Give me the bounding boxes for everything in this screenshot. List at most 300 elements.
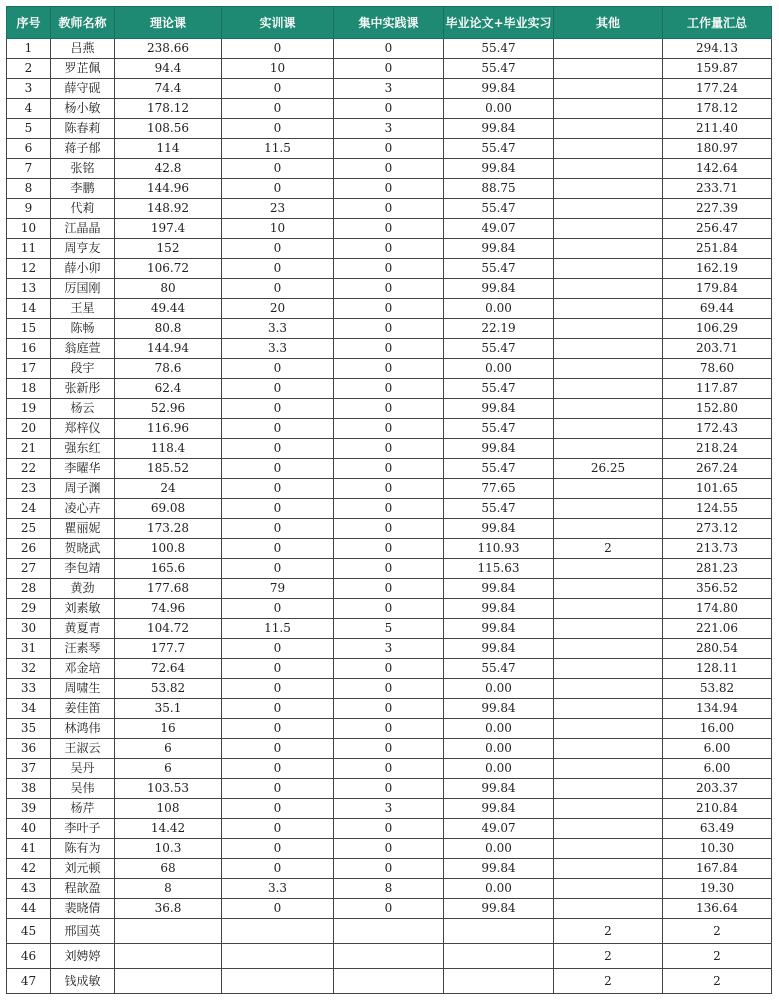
cell-total: 251.84 (663, 239, 772, 259)
cell-teacher-name: 钱成敏 (51, 969, 115, 994)
cell-theory: 35.1 (115, 699, 222, 719)
cell-theory: 6 (115, 759, 222, 779)
cell-index: 44 (7, 899, 51, 919)
cell-theory: 108.56 (115, 119, 222, 139)
cell-thesis: 99.84 (444, 799, 554, 819)
cell-index: 17 (7, 359, 51, 379)
table-row (7, 519, 772, 539)
cell-teacher-name: 翁庭萱 (51, 339, 115, 359)
cell-teacher-name: 黄劲 (51, 579, 115, 599)
cell-teacher-name: 代莉 (51, 199, 115, 219)
cell-training: 0 (222, 119, 334, 139)
cell-practice: 3 (334, 799, 444, 819)
table-row (7, 239, 772, 259)
cell-index: 45 (7, 919, 51, 944)
cell-total: 294.13 (663, 39, 772, 59)
cell-total: 280.54 (663, 639, 772, 659)
cell-teacher-name: 周啸生 (51, 679, 115, 699)
cell-other (554, 479, 663, 499)
cell-teacher-name: 吕燕 (51, 39, 115, 59)
cell-practice: 0 (334, 579, 444, 599)
cell-theory: 74.96 (115, 599, 222, 619)
cell-practice: 0 (334, 259, 444, 279)
cell-training: 0 (222, 279, 334, 299)
col-header-thesis: 毕业论文+毕业实习 (444, 7, 554, 39)
cell-practice: 0 (334, 99, 444, 119)
cell-training: 0 (222, 499, 334, 519)
cell-practice: 0 (334, 599, 444, 619)
cell-training (222, 919, 334, 944)
cell-teacher-name: 杨芹 (51, 799, 115, 819)
cell-theory: 49.44 (115, 299, 222, 319)
cell-teacher-name: 刘元顿 (51, 859, 115, 879)
cell-practice: 3 (334, 79, 444, 99)
cell-other (554, 279, 663, 299)
cell-theory: 177.68 (115, 579, 222, 599)
cell-training: 0 (222, 599, 334, 619)
cell-teacher-name: 陈畅 (51, 319, 115, 339)
table-row (7, 819, 772, 839)
cell-training: 11.5 (222, 139, 334, 159)
cell-teacher-name: 黄夏青 (51, 619, 115, 639)
cell-teacher-name: 周亨友 (51, 239, 115, 259)
cell-index: 15 (7, 319, 51, 339)
cell-theory: 16 (115, 719, 222, 739)
cell-theory: 69.08 (115, 499, 222, 519)
cell-teacher-name: 张新彤 (51, 379, 115, 399)
table-row (7, 759, 772, 779)
cell-other (554, 779, 663, 799)
cell-training: 0 (222, 739, 334, 759)
cell-training: 79 (222, 579, 334, 599)
cell-index: 42 (7, 859, 51, 879)
cell-practice: 0 (334, 419, 444, 439)
cell-other (554, 319, 663, 339)
cell-practice: 0 (334, 859, 444, 879)
cell-total: 203.71 (663, 339, 772, 359)
cell-other (554, 739, 663, 759)
table-row (7, 159, 772, 179)
cell-training: 0 (222, 179, 334, 199)
cell-thesis (444, 944, 554, 969)
cell-training: 20 (222, 299, 334, 319)
cell-practice: 0 (334, 139, 444, 159)
cell-theory: 238.66 (115, 39, 222, 59)
cell-training: 0 (222, 359, 334, 379)
cell-total: 227.39 (663, 199, 772, 219)
cell-total: 10.30 (663, 839, 772, 859)
cell-practice: 8 (334, 879, 444, 899)
table-row (7, 919, 772, 944)
cell-theory: 6 (115, 739, 222, 759)
table-row (7, 739, 772, 759)
cell-other (554, 199, 663, 219)
cell-teacher-name: 李鹏 (51, 179, 115, 199)
cell-index: 39 (7, 799, 51, 819)
table-row (7, 99, 772, 119)
cell-teacher-name: 刘娉婷 (51, 944, 115, 969)
cell-teacher-name: 瞿丽妮 (51, 519, 115, 539)
cell-index: 5 (7, 119, 51, 139)
cell-training: 0 (222, 39, 334, 59)
cell-training: 0 (222, 859, 334, 879)
cell-teacher-name: 裴晓倩 (51, 899, 115, 919)
table-row (7, 839, 772, 859)
cell-index: 8 (7, 179, 51, 199)
cell-total: 78.60 (663, 359, 772, 379)
cell-practice: 3 (334, 639, 444, 659)
cell-practice: 0 (334, 239, 444, 259)
cell-practice: 0 (334, 739, 444, 759)
col-header-training: 实训课 (222, 7, 334, 39)
cell-index: 19 (7, 399, 51, 419)
table-row (7, 559, 772, 579)
cell-teacher-name: 王星 (51, 299, 115, 319)
cell-training: 10 (222, 219, 334, 239)
cell-teacher-name: 陈春莉 (51, 119, 115, 139)
cell-theory: 104.72 (115, 619, 222, 639)
cell-total: 210.84 (663, 799, 772, 819)
cell-thesis: 55.47 (444, 259, 554, 279)
cell-teacher-name: 李包靖 (51, 559, 115, 579)
table-row (7, 399, 772, 419)
cell-thesis: 99.84 (444, 519, 554, 539)
cell-theory: 165.6 (115, 559, 222, 579)
cell-other (554, 339, 663, 359)
table-row (7, 139, 772, 159)
cell-teacher-name: 汪素琴 (51, 639, 115, 659)
cell-other (554, 699, 663, 719)
cell-theory: 108 (115, 799, 222, 819)
cell-index: 4 (7, 99, 51, 119)
cell-index: 27 (7, 559, 51, 579)
cell-other: 2 (554, 919, 663, 944)
table-row (7, 899, 772, 919)
table-row (7, 459, 772, 479)
workload-table (6, 6, 772, 994)
cell-theory: 116.96 (115, 419, 222, 439)
cell-practice: 0 (334, 899, 444, 919)
cell-training: 0 (222, 519, 334, 539)
cell-practice: 0 (334, 459, 444, 479)
cell-index: 23 (7, 479, 51, 499)
table-row (7, 299, 772, 319)
cell-thesis: 55.47 (444, 199, 554, 219)
cell-practice (334, 969, 444, 994)
workload-table-container (6, 6, 772, 994)
cell-index: 1 (7, 39, 51, 59)
cell-other: 2 (554, 969, 663, 994)
cell-training: 10 (222, 59, 334, 79)
cell-total: 134.94 (663, 699, 772, 719)
cell-thesis: 99.84 (444, 239, 554, 259)
table-row (7, 419, 772, 439)
cell-total: 213.73 (663, 539, 772, 559)
cell-other (554, 799, 663, 819)
cell-other (554, 879, 663, 899)
cell-thesis: 55.47 (444, 379, 554, 399)
cell-total: 152.80 (663, 399, 772, 419)
table-row (7, 379, 772, 399)
cell-index: 11 (7, 239, 51, 259)
cell-teacher-name: 薛守砚 (51, 79, 115, 99)
cell-practice: 5 (334, 619, 444, 639)
cell-other (554, 579, 663, 599)
cell-training: 3.3 (222, 339, 334, 359)
cell-training: 0 (222, 79, 334, 99)
cell-teacher-name: 林鸿伟 (51, 719, 115, 739)
cell-training: 11.5 (222, 619, 334, 639)
col-header-total: 工作量汇总 (663, 7, 772, 39)
cell-other (554, 719, 663, 739)
cell-teacher-name: 陈有为 (51, 839, 115, 859)
table-row (7, 119, 772, 139)
cell-theory: 80.8 (115, 319, 222, 339)
col-header-theory: 理论课 (115, 7, 222, 39)
cell-index: 14 (7, 299, 51, 319)
cell-training (222, 944, 334, 969)
table-row (7, 799, 772, 819)
cell-total: 117.87 (663, 379, 772, 399)
cell-total: 180.97 (663, 139, 772, 159)
cell-index: 18 (7, 379, 51, 399)
cell-other: 2 (554, 944, 663, 969)
cell-thesis: 55.47 (444, 139, 554, 159)
cell-training: 0 (222, 779, 334, 799)
cell-practice: 0 (334, 719, 444, 739)
cell-thesis: 99.84 (444, 619, 554, 639)
cell-other (554, 419, 663, 439)
cell-theory: 72.64 (115, 659, 222, 679)
table-row (7, 79, 772, 99)
cell-practice: 0 (334, 379, 444, 399)
cell-training: 0 (222, 439, 334, 459)
cell-other (554, 839, 663, 859)
cell-theory: 152 (115, 239, 222, 259)
cell-practice: 0 (334, 199, 444, 219)
cell-thesis: 77.65 (444, 479, 554, 499)
cell-index: 22 (7, 459, 51, 479)
cell-theory (115, 919, 222, 944)
cell-theory: 118.4 (115, 439, 222, 459)
cell-theory: 78.6 (115, 359, 222, 379)
cell-other (554, 759, 663, 779)
cell-thesis: 0.00 (444, 679, 554, 699)
cell-teacher-name: 张铭 (51, 159, 115, 179)
table-row (7, 59, 772, 79)
cell-total: 281.23 (663, 559, 772, 579)
cell-practice: 0 (334, 399, 444, 419)
cell-training: 23 (222, 199, 334, 219)
col-header-practice: 集中实践课 (334, 7, 444, 39)
cell-total: 172.43 (663, 419, 772, 439)
cell-practice: 0 (334, 819, 444, 839)
header-row (7, 7, 772, 39)
cell-training: 0 (222, 719, 334, 739)
cell-training: 0 (222, 699, 334, 719)
cell-other (554, 119, 663, 139)
cell-training: 0 (222, 679, 334, 699)
cell-practice: 0 (334, 519, 444, 539)
cell-total: 6.00 (663, 759, 772, 779)
cell-thesis: 99.84 (444, 399, 554, 419)
table-row (7, 339, 772, 359)
cell-index: 32 (7, 659, 51, 679)
cell-total: 211.40 (663, 119, 772, 139)
cell-total: 2 (663, 919, 772, 944)
cell-teacher-name: 蒋子郁 (51, 139, 115, 159)
cell-practice: 0 (334, 59, 444, 79)
cell-total: 218.24 (663, 439, 772, 459)
cell-other: 26.25 (554, 459, 663, 479)
cell-index: 43 (7, 879, 51, 899)
cell-index: 30 (7, 619, 51, 639)
cell-other (554, 159, 663, 179)
table-row (7, 779, 772, 799)
cell-total: 256.47 (663, 219, 772, 239)
cell-practice: 0 (334, 299, 444, 319)
table-row (7, 279, 772, 299)
cell-total: 106.29 (663, 319, 772, 339)
cell-total: 124.55 (663, 499, 772, 519)
table-row (7, 39, 772, 59)
cell-thesis: 0.00 (444, 99, 554, 119)
cell-theory: 100.8 (115, 539, 222, 559)
table-row (7, 879, 772, 899)
cell-other (554, 59, 663, 79)
cell-total: 174.80 (663, 599, 772, 619)
cell-other (554, 359, 663, 379)
cell-thesis: 0.00 (444, 839, 554, 859)
cell-other (554, 639, 663, 659)
cell-thesis: 99.84 (444, 699, 554, 719)
cell-other (554, 99, 663, 119)
cell-teacher-name: 吴伟 (51, 779, 115, 799)
cell-theory: 103.53 (115, 779, 222, 799)
cell-other (554, 179, 663, 199)
cell-theory (115, 944, 222, 969)
table-row (7, 679, 772, 699)
cell-total: 101.65 (663, 479, 772, 499)
cell-other (554, 499, 663, 519)
cell-practice: 0 (334, 499, 444, 519)
table-row (7, 359, 772, 379)
cell-training: 3.3 (222, 319, 334, 339)
cell-training: 0 (222, 839, 334, 859)
cell-thesis (444, 919, 554, 944)
cell-training: 0 (222, 639, 334, 659)
cell-teacher-name: 厉国刚 (51, 279, 115, 299)
table-row (7, 179, 772, 199)
cell-teacher-name: 王淑云 (51, 739, 115, 759)
cell-thesis: 55.47 (444, 39, 554, 59)
cell-teacher-name: 罗芷佩 (51, 59, 115, 79)
cell-practice: 0 (334, 759, 444, 779)
table-row (7, 499, 772, 519)
cell-total: 221.06 (663, 619, 772, 639)
cell-theory: 42.8 (115, 159, 222, 179)
cell-total: 128.11 (663, 659, 772, 679)
cell-theory: 144.94 (115, 339, 222, 359)
cell-practice: 0 (334, 679, 444, 699)
cell-index: 2 (7, 59, 51, 79)
cell-training: 0 (222, 559, 334, 579)
cell-teacher-name: 周子渊 (51, 479, 115, 499)
table-row (7, 319, 772, 339)
cell-thesis: 55.47 (444, 499, 554, 519)
cell-index: 25 (7, 519, 51, 539)
cell-theory: 178.12 (115, 99, 222, 119)
cell-index: 28 (7, 579, 51, 599)
table-row (7, 259, 772, 279)
cell-other (554, 259, 663, 279)
cell-thesis: 0.00 (444, 739, 554, 759)
cell-training: 0 (222, 99, 334, 119)
cell-total: 142.64 (663, 159, 772, 179)
cell-theory: 114 (115, 139, 222, 159)
cell-training: 0 (222, 899, 334, 919)
cell-other (554, 379, 663, 399)
cell-theory: 144.96 (115, 179, 222, 199)
cell-thesis: 0.00 (444, 359, 554, 379)
col-header-teacher: 教师名称 (51, 7, 115, 39)
cell-index: 21 (7, 439, 51, 459)
cell-training: 0 (222, 399, 334, 419)
cell-index: 3 (7, 79, 51, 99)
cell-index: 31 (7, 639, 51, 659)
col-header-other: 其他 (554, 7, 663, 39)
cell-other (554, 39, 663, 59)
cell-training: 0 (222, 419, 334, 439)
cell-thesis: 99.84 (444, 599, 554, 619)
cell-thesis: 99.84 (444, 119, 554, 139)
cell-index: 38 (7, 779, 51, 799)
cell-teacher-name: 薛小卯 (51, 259, 115, 279)
cell-index: 29 (7, 599, 51, 619)
cell-practice: 0 (334, 279, 444, 299)
cell-training: 0 (222, 659, 334, 679)
cell-practice: 0 (334, 219, 444, 239)
cell-other (554, 599, 663, 619)
cell-total: 2 (663, 969, 772, 994)
cell-thesis: 99.84 (444, 639, 554, 659)
cell-training: 0 (222, 479, 334, 499)
cell-training: 3.3 (222, 879, 334, 899)
cell-other (554, 819, 663, 839)
cell-teacher-name: 江晶晶 (51, 219, 115, 239)
cell-practice (334, 919, 444, 944)
cell-thesis: 0.00 (444, 759, 554, 779)
table-row (7, 969, 772, 994)
cell-practice: 0 (334, 319, 444, 339)
cell-thesis: 115.63 (444, 559, 554, 579)
cell-index: 47 (7, 969, 51, 994)
cell-practice: 0 (334, 559, 444, 579)
cell-theory: 8 (115, 879, 222, 899)
cell-thesis: 55.47 (444, 339, 554, 359)
cell-thesis: 0.00 (444, 719, 554, 739)
table-row (7, 479, 772, 499)
cell-index: 26 (7, 539, 51, 559)
cell-training: 0 (222, 259, 334, 279)
cell-other (554, 659, 663, 679)
cell-total: 53.82 (663, 679, 772, 699)
table-body (7, 39, 772, 994)
cell-practice: 0 (334, 839, 444, 859)
cell-index: 10 (7, 219, 51, 239)
table-header (7, 7, 772, 39)
cell-index: 9 (7, 199, 51, 219)
